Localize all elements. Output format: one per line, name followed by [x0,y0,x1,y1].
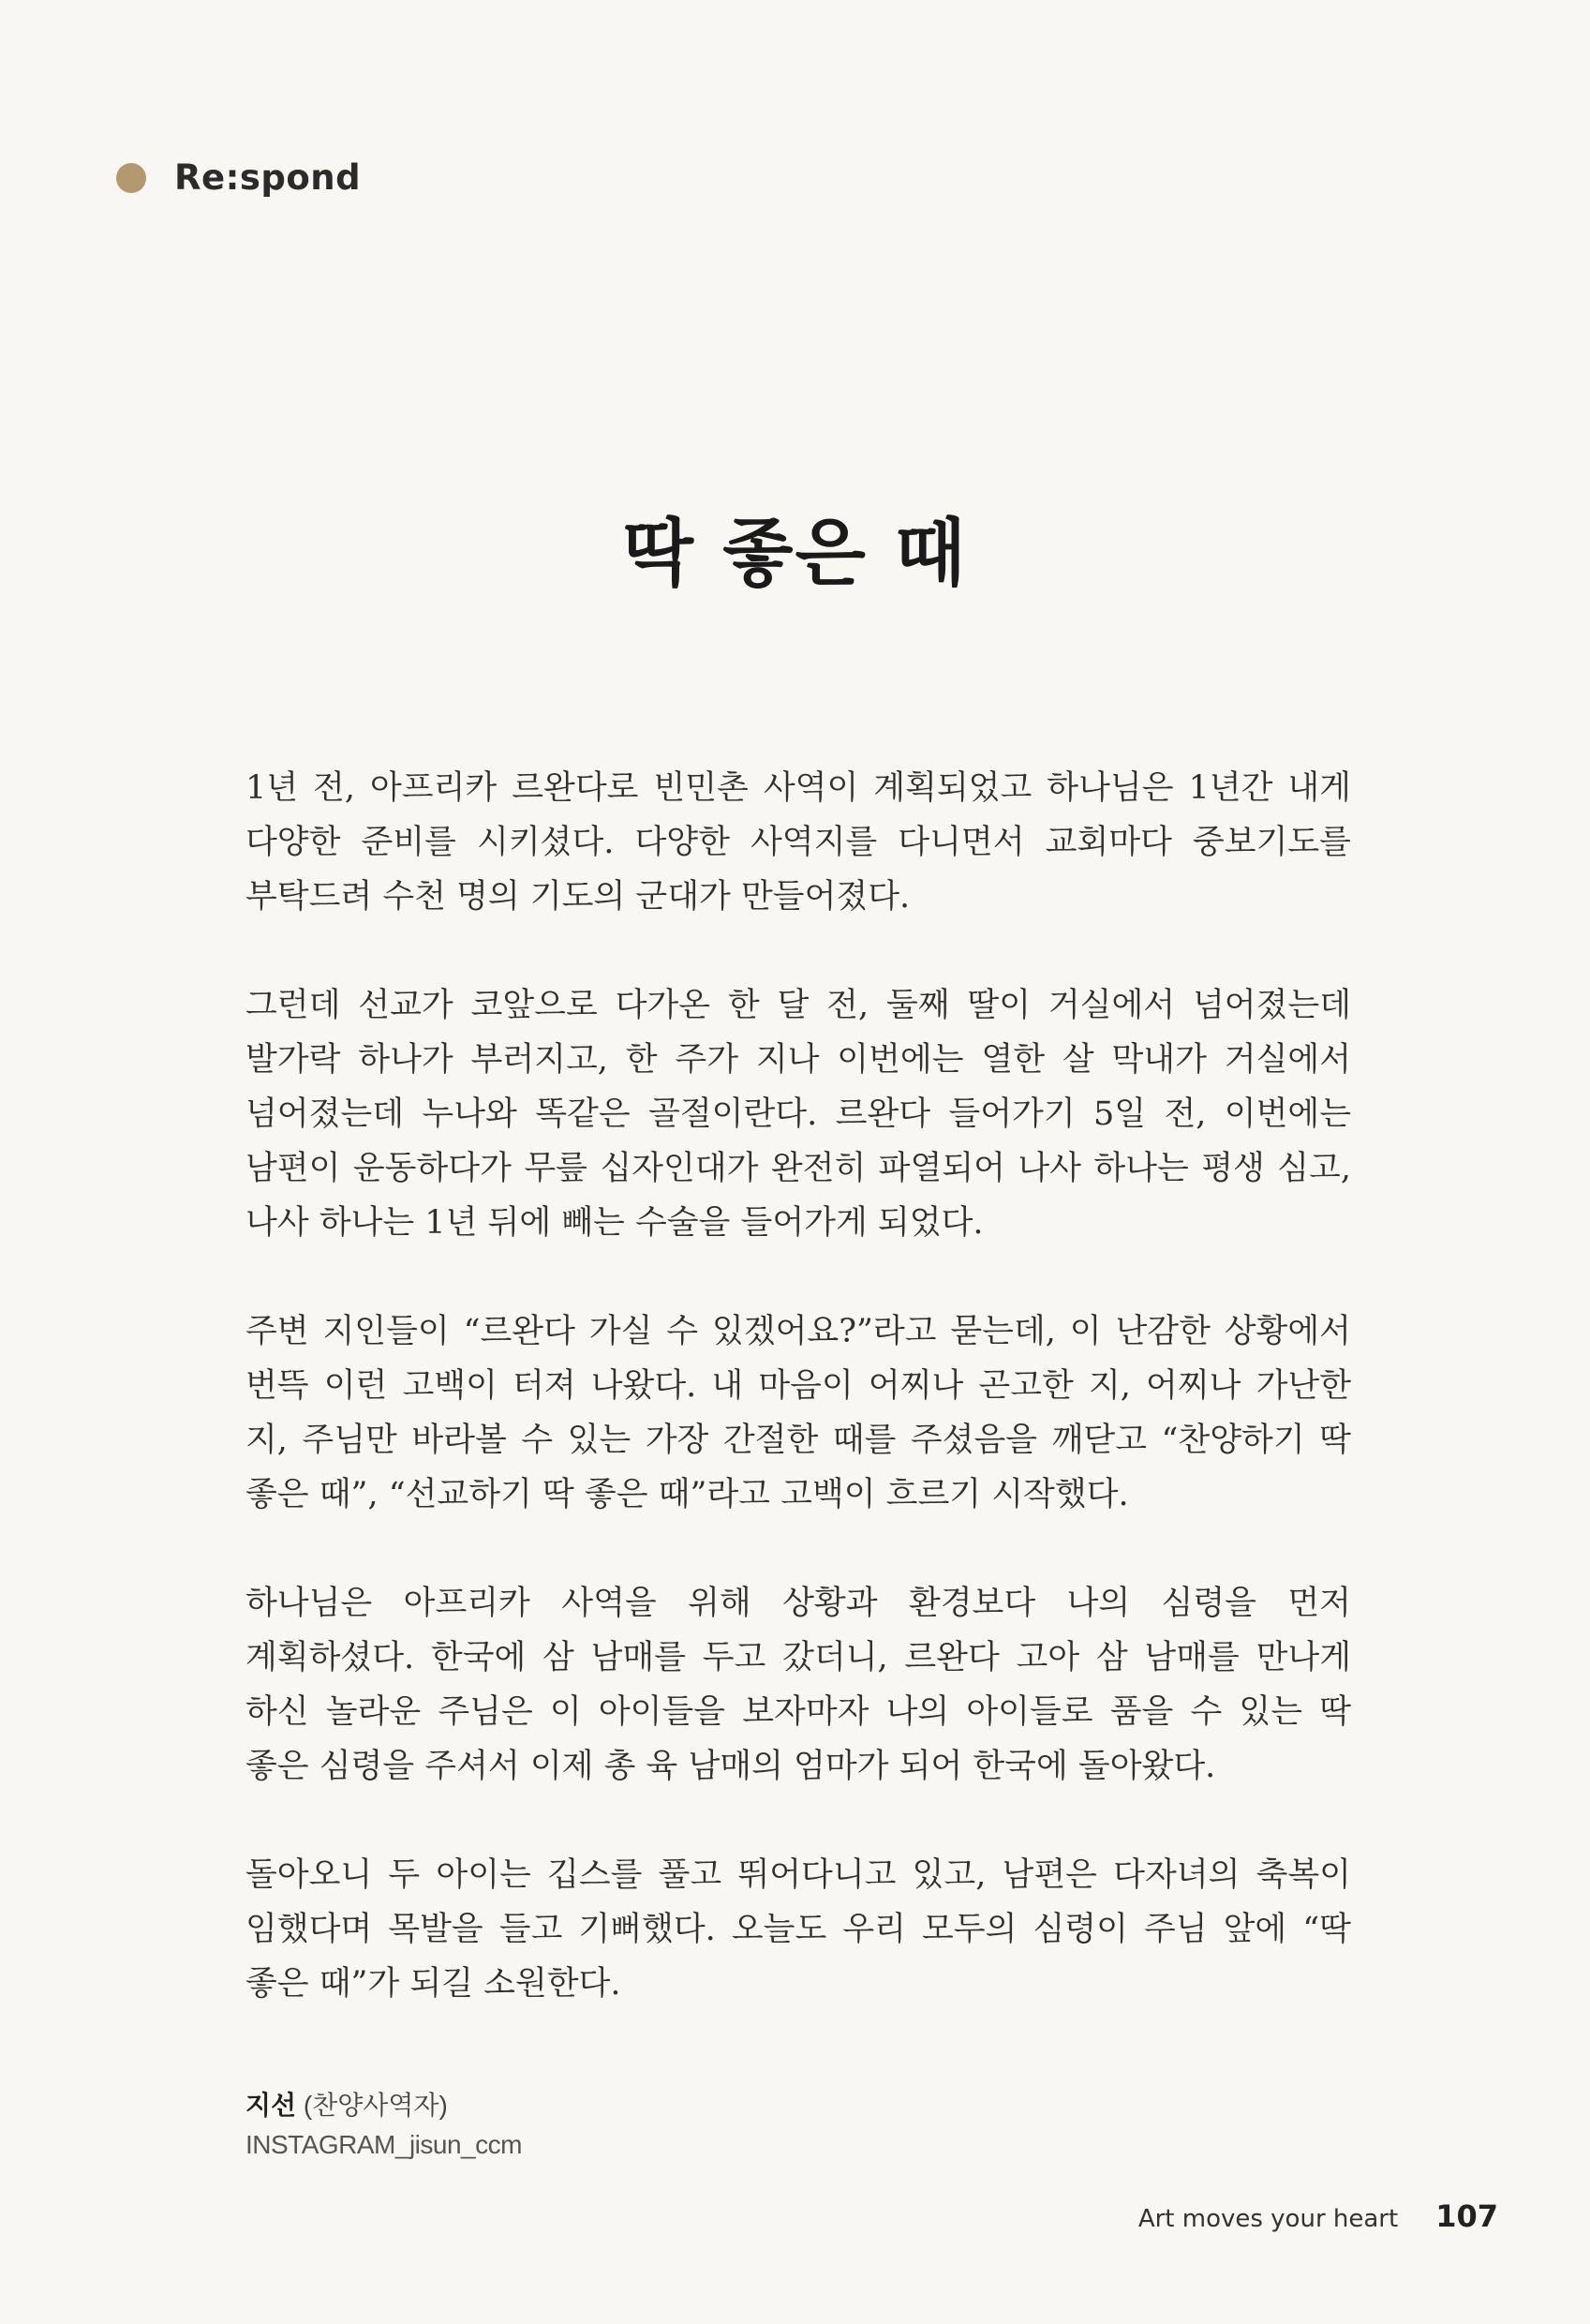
page-number: 107 [1435,2198,1498,2234]
article-title: 딱 좋은 때 [622,511,968,596]
section-label: Re:spond [174,157,362,198]
paragraph-3: 주변 지인들이 “르완다 가실 수 있겠어요?”라고 묻는데, 이 난감한 상황에서 번뜩 이런 고백이 터져 나왔다. 내 마음이 어찌나 곤고한 지, 어찌나 가난한 지, 주님만 바라볼 수 있는 가장 간절한 때를 주셨음을 깨닫고 “찬양하기 딱 좋은 때”, “선교하기 딱 좋은 때”라고 고백이 흐르기 시작했다. [245,1313,1351,1513]
section-dot-icon [116,163,146,193]
paragraph-2: 그런데 선교가 코앞으로 다가온 한 달 전, 둘째 딸이 거실에서 넘어졌는데 발가락 하나가 부러지고, 한 주가 지나 이번에는 열한 살 막내가 거실에서 넘어졌는데 누나와 똑같은 골절이란다. 르완다 들어가기 5일 전, 이번에는 남편이 운동하다가 무릎 십자인대가 완전히 파열되어 나사 하나는 평생 심고, 나사 하나는 1년 뒤에 빼는 수술을 들어가게 되었다. [245,987,1351,1242]
footer-slogan: Art moves your heart [1137,2205,1399,2233]
paragraph-1: 1년 전, 아프리카 르완다로 빈민촌 사역이 계획되었고 하나님은 1년간 내게 다양한 준비를 시키셨다. 다양한 사역지를 다니면서 교회마다 중보기도를 부탁드려 수천 명의 기도의 군대가 만들어졌다. [245,769,1351,916]
author-instagram: INSTAGRAM_jisun_ccm [245,2130,522,2159]
paragraph-5: 돌아오니 두 아이는 깁스를 풀고 뛰어다니고 있고, 남편은 다자녀의 축복이 임했다며 목발을 들고 기뻐했다. 오늘도 우리 모두의 심령이 주님 앞에 “딱 좋은 때”가 되길 소원한다. [245,1856,1351,2003]
author-line [245,2086,522,2125]
page-footer [1138,2198,1498,2234]
author-block [245,2086,522,2165]
section-tag [116,157,361,198]
article-body [245,761,1351,2065]
author-name: 지선 [245,2091,297,2120]
paragraph-4: 하나님은 아프리카 사역을 위해 상황과 환경보다 나의 심령을 먼저 계획하셨다. 한국에 삼 남매를 두고 갔더니, 르완다 고아 삼 남매를 만나게 하신 놀라운 주님은 이 아이들을 보자마자 나의 아이들로 품을 수 있는 딱 좋은 심령을 주셔서 이제 총 육 남매의 엄마가 되어 한국에 돌아왔다. [245,1585,1351,1785]
author-role: (찬양사역자) [303,2091,448,2120]
